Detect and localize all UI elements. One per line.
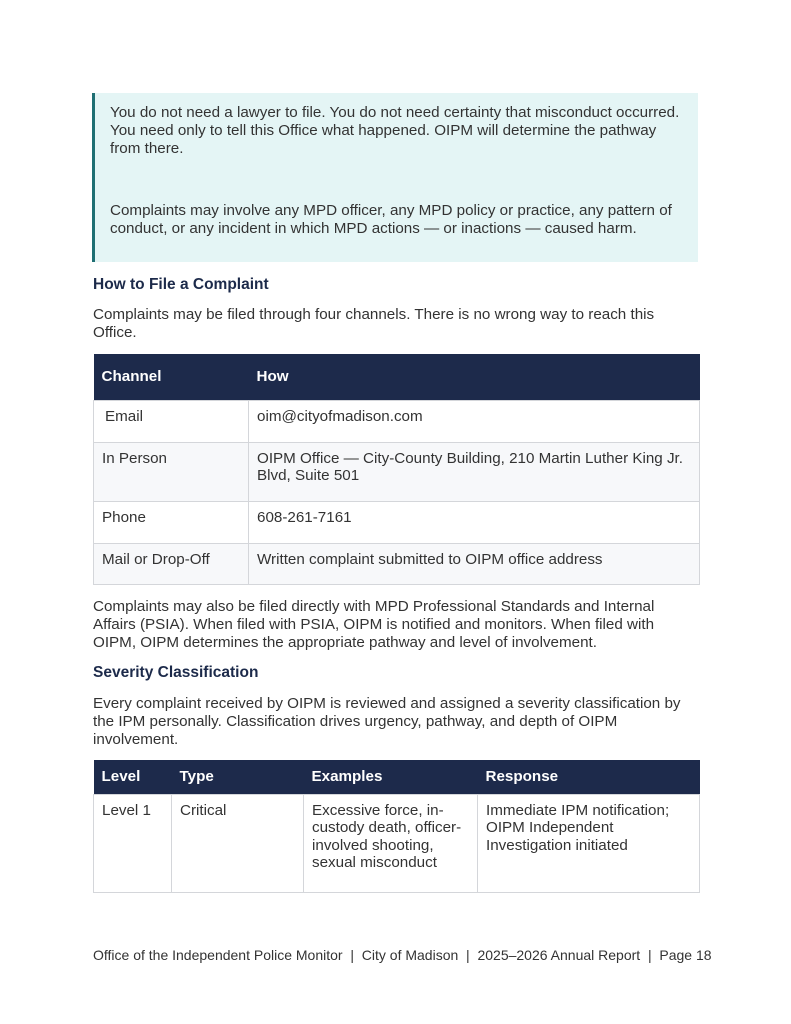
table-row (94, 400, 700, 442)
severity-table (93, 760, 700, 893)
section-heading-severity: Severity Classification (93, 664, 259, 681)
table-row (94, 442, 700, 501)
footer-city: City of Madison (361, 947, 459, 963)
how-cell: 608-261-7161 (249, 501, 700, 543)
type-cell: Critical (172, 794, 304, 892)
table-row (94, 794, 700, 892)
how-cell: OIPM Office — City-County Building, 210 Martin Luther King Jr. Blvd, Suite 501 (249, 442, 700, 501)
response-cell: Immediate IPM notification; OIPM Independent Investigation initiated (478, 794, 700, 892)
table-row (94, 501, 700, 543)
how-cell: oim@cityofmadison.com (249, 400, 700, 442)
callout-paragraph-2: Complaints may involve any MPD officer, any MPD policy or practice, any pattern of conduct, or any incident in which MPD actions — or inactions — caused harm. (110, 202, 672, 237)
table-row (94, 543, 700, 584)
channel-cell: Phone (94, 501, 249, 543)
footer-office: Office of the Independent Police Monitor (93, 947, 343, 963)
level-column-header: Level (94, 760, 172, 794)
response-column-header: Response (478, 760, 700, 794)
how-cell: Written complaint submitted to OIPM office address (249, 543, 700, 584)
footer-separator: | (647, 947, 652, 963)
channel-cell: Mail or Drop-Off (94, 543, 249, 584)
file-intro-paragraph: Complaints may be filed through four channels. There is no wrong way to reach this Office. (93, 306, 655, 341)
callout-paragraph-1: You do not need a lawyer to file. You do not need certainty that misconduct occurred. You need only to tell this Office what happened. OIPM will determine the pathway from there. (110, 104, 680, 157)
how-column-header: How (249, 354, 700, 400)
page-footer (93, 947, 712, 963)
footer-separator: | (350, 947, 354, 963)
callout-box (92, 93, 698, 262)
examples-cell: Excessive force, in-custody death, officer-involved shooting, sexual misconduct (304, 794, 478, 892)
channel-cell: Email (94, 400, 249, 442)
psia-paragraph: Complaints may also be filed directly with MPD Professional Standards and Internal Affairs (PSIA). When filed with PSIA, OIPM is notified and monitors. When filed with OIPM, OIPM determines the appropriate pathway and level of involvement. (93, 598, 655, 651)
channel-column-header: Channel (94, 354, 249, 400)
footer-page-number: Page 18 (659, 947, 712, 963)
footer-separator: | (466, 947, 470, 963)
severity-intro-paragraph: Every complaint received by OIPM is reviewed and assigned a severity classification by the IPM personally. Classification drives urgency, pathway, and depth of OIPM involvement. (93, 695, 681, 748)
type-column-header: Type (172, 760, 304, 794)
examples-column-header: Examples (304, 760, 478, 794)
footer-report: 2025–2026 Annual Report (477, 947, 641, 963)
level-cell: Level 1 (94, 794, 172, 892)
channels-table (93, 354, 700, 585)
channel-cell: In Person (94, 442, 249, 501)
section-heading-file-complaint: How to File a Complaint (93, 276, 269, 293)
